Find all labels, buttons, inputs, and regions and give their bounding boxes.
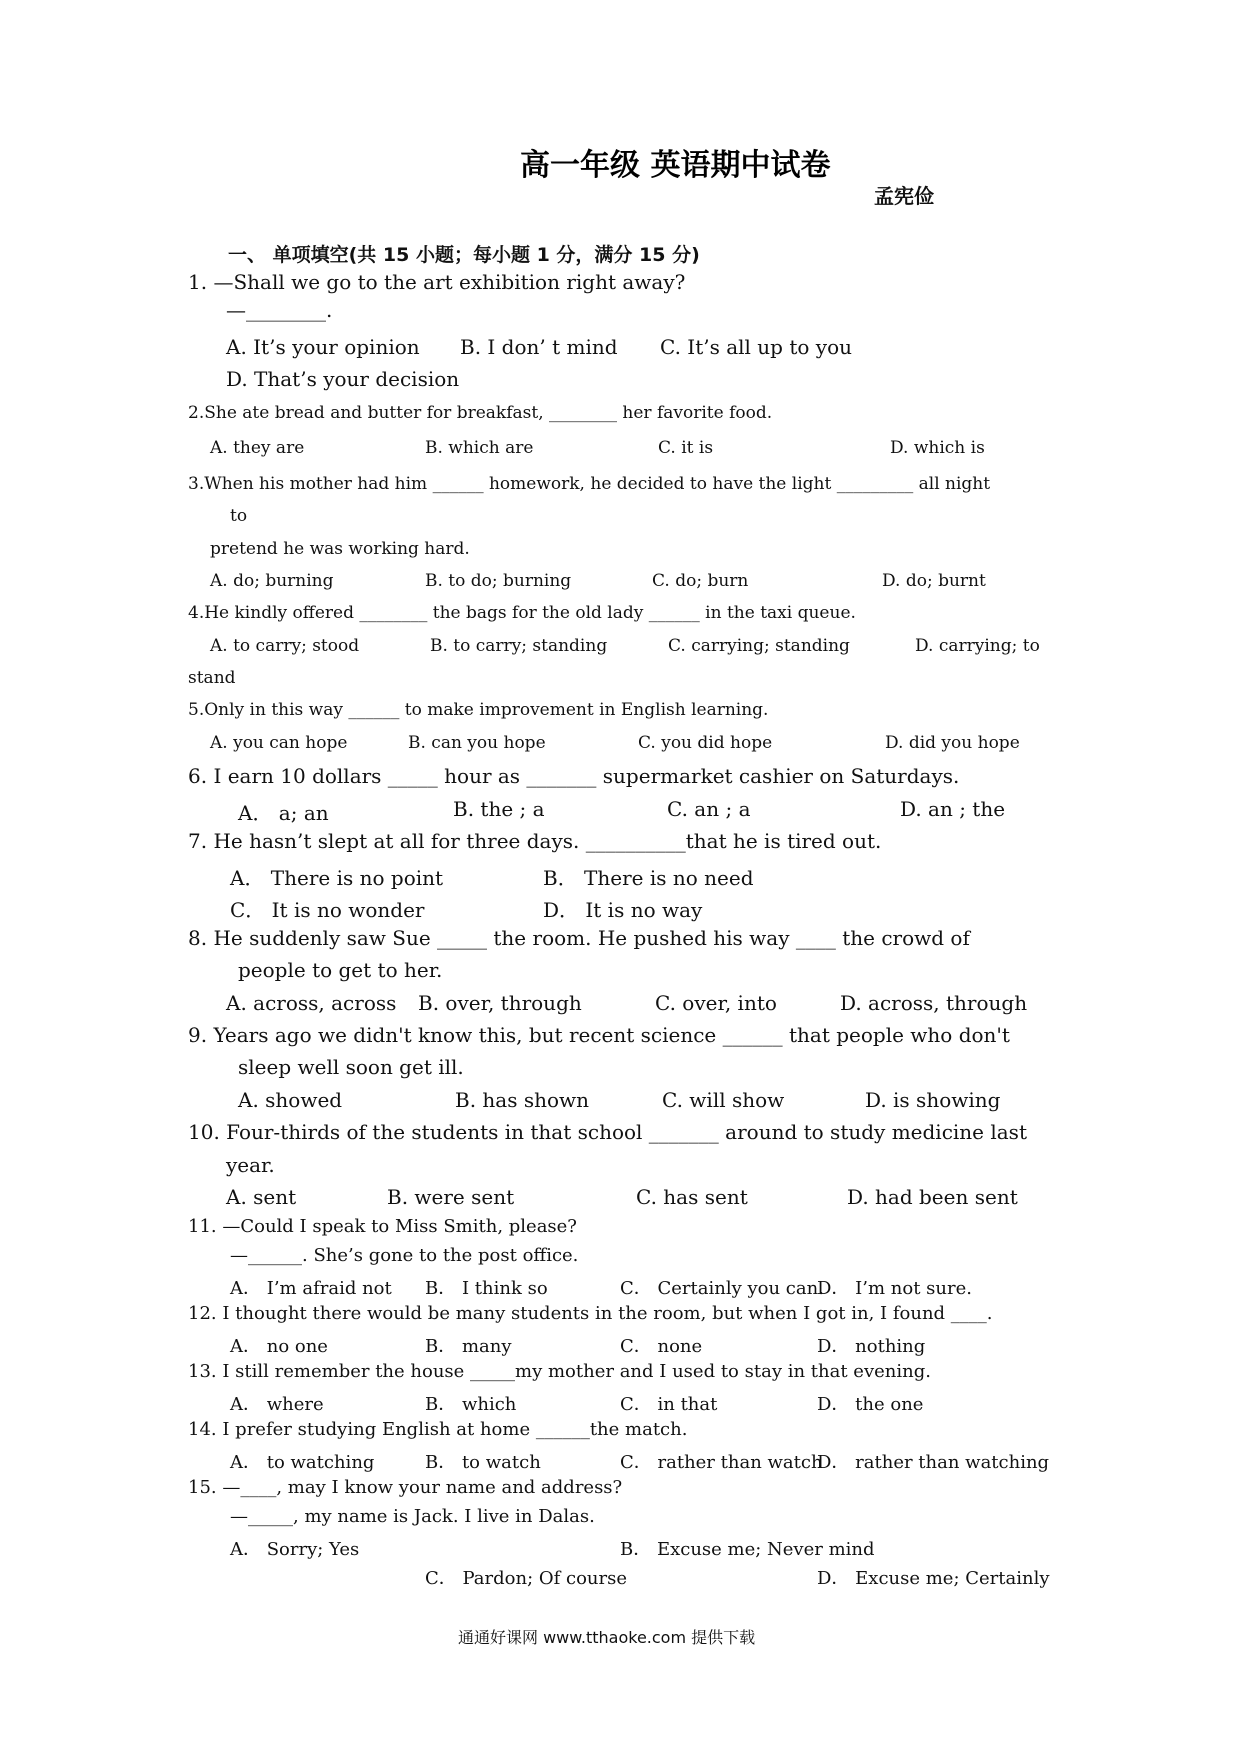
option-d: D. an ; the [900,797,1006,821]
option-d: D. across, through [840,991,1028,1015]
question-stem: 10. Four-thirds of the students in that school _______ around to study medicine last [188,1120,1027,1144]
question-stem: 6. I earn 10 dollars _____ hour as _______ supermarket cashier on Saturdays. [188,764,960,788]
option-c: C. over, into [655,991,777,1015]
option-d: D. That’s your decision [226,367,460,391]
question-stem: 8. He suddenly saw Sue _____ the room. He pushed his way ____ the crowd of [188,926,970,950]
answer-prompt: —________. [226,298,333,322]
question-stem: 2.She ate bread and butter for breakfast, ________ her favorite food. [188,403,773,423]
option-d: D． I’m not sure. [817,1278,972,1299]
option-a: A. they are [210,438,305,458]
option-a: A． I’m afraid not [230,1278,392,1299]
question-stem: 15. —____, may I know your name and address? [188,1477,623,1498]
option-a: A． no one [230,1336,328,1357]
option-a: A． where [230,1394,324,1415]
option-b: B. can you hope [408,733,546,753]
exam-title: 高一年级 英语期中试卷 [520,148,831,183]
option-a: A. sent [226,1185,297,1209]
option-d: D． nothing [817,1336,926,1357]
option-c: C． Certainly you can. [620,1278,824,1299]
option-a: A． Sorry; Yes [230,1539,360,1560]
option-a: A. do; burning [210,571,334,591]
option-b: B. I don’ t mind [460,335,618,359]
option-d: D. do; burnt [882,571,986,591]
option-d: D. did you hope [885,733,1020,753]
option-c: C. It’s all up to you [660,335,852,359]
option-a: A． a; an [238,801,329,825]
question-stem-continued: year. [226,1153,275,1177]
option-b: B. which are [425,438,534,458]
question-stem: 5.Only in this way ______ to make improvement in English learning. [188,700,769,720]
answer-prompt: —______. She’s gone to the post office. [230,1245,579,1266]
option-c: C. it is [658,438,714,458]
question-stem: 1. —Shall we go to the art exhibition right away? [188,270,686,294]
option-b: B． many [425,1336,512,1357]
option-a: A. across, across [226,991,397,1015]
option-c: C. has sent [636,1185,748,1209]
question-stem: 14. I prefer studying English at home ______the match. [188,1419,688,1440]
option-a: A． to watching [230,1452,375,1473]
option-b: B． I think so [425,1278,548,1299]
author-name: 孟宪俭 [874,184,934,208]
option-d: D． Excuse me; Certainly [817,1568,1050,1589]
option-b: B． Excuse me; Never mind [620,1539,875,1560]
question-stem: 12. I thought there would be many students in the room, but when I got in, I found ____. [188,1303,993,1324]
option-c: C. an ; a [667,797,751,821]
question-stem-continued: to [230,506,248,526]
option-c: C. carrying; standing [668,636,850,656]
question-stem-continued: pretend he was working hard. [210,539,470,559]
option-b: B． which [425,1394,517,1415]
section-heading: 一、 单项填空(共 15 小题；每小题 1 分，满分 15 分) [228,244,700,266]
option-c: C． in that [620,1394,718,1415]
option-b: B. to do; burning [425,571,572,591]
option-c: C. do; burn [652,571,749,591]
option-b: B. the ; a [453,797,545,821]
option-c: C． none [620,1336,703,1357]
option-d: D. which is [890,438,985,458]
question-stem: 9. Years ago we didn't know this, but recent science ______ that people who don't [188,1023,1010,1047]
option-d: D． It is no way [543,898,703,922]
option-a: A. to carry; stood [210,636,360,656]
option-c: C. will show [662,1088,785,1112]
option-d: D. had been sent [847,1185,1018,1209]
option-d: D. is showing [865,1088,1001,1112]
answer-prompt: —_____, my name is Jack. I live in Dalas. [230,1506,595,1527]
question-stem-continued: people to get to her. [238,958,443,982]
option-d: D． the one [817,1394,924,1415]
option-b: B. has shown [455,1088,590,1112]
option-a: A. you can hope [210,733,348,753]
option-a: A． There is no point [230,866,444,890]
option-b: B. to carry; standing [430,636,608,656]
question-stem: 4.He kindly offered ________ the bags for the old lady ______ in the taxi queue. [188,603,856,623]
question-stem: 11. —Could I speak to Miss Smith, please? [188,1216,577,1237]
question-stem: 13. I still remember the house _____my mother and I used to stay in that evening. [188,1361,931,1382]
option-d: D. carrying; to [915,636,1040,656]
question-stem: 3.When his mother had him ______ homework, he decided to have the light _________ all night [188,474,991,494]
footer-source: 通通好课网 www.tthaoke.com 提供下载 [458,1628,756,1647]
option-c: C. you did hope [638,733,773,753]
option-b: B． to watch [425,1452,541,1473]
option-c: C． rather than watch [620,1452,823,1473]
option-c: C． Pardon; Of course [425,1568,628,1589]
option-b: B. were sent [387,1185,515,1209]
option-c: C． It is no wonder [230,898,425,922]
question-stem-continued: sleep well soon get ill. [238,1055,464,1079]
option-d-continued: stand [188,668,236,688]
option-b: B． There is no need [543,866,754,890]
question-stem: 7. He hasn’t slept at all for three days. __________that he is tired out. [188,829,882,853]
option-b: B. over, through [418,991,582,1015]
option-d: D． rather than watching [817,1452,1050,1473]
option-a: A. showed [238,1088,343,1112]
option-a: A. It’s your opinion [226,335,420,359]
